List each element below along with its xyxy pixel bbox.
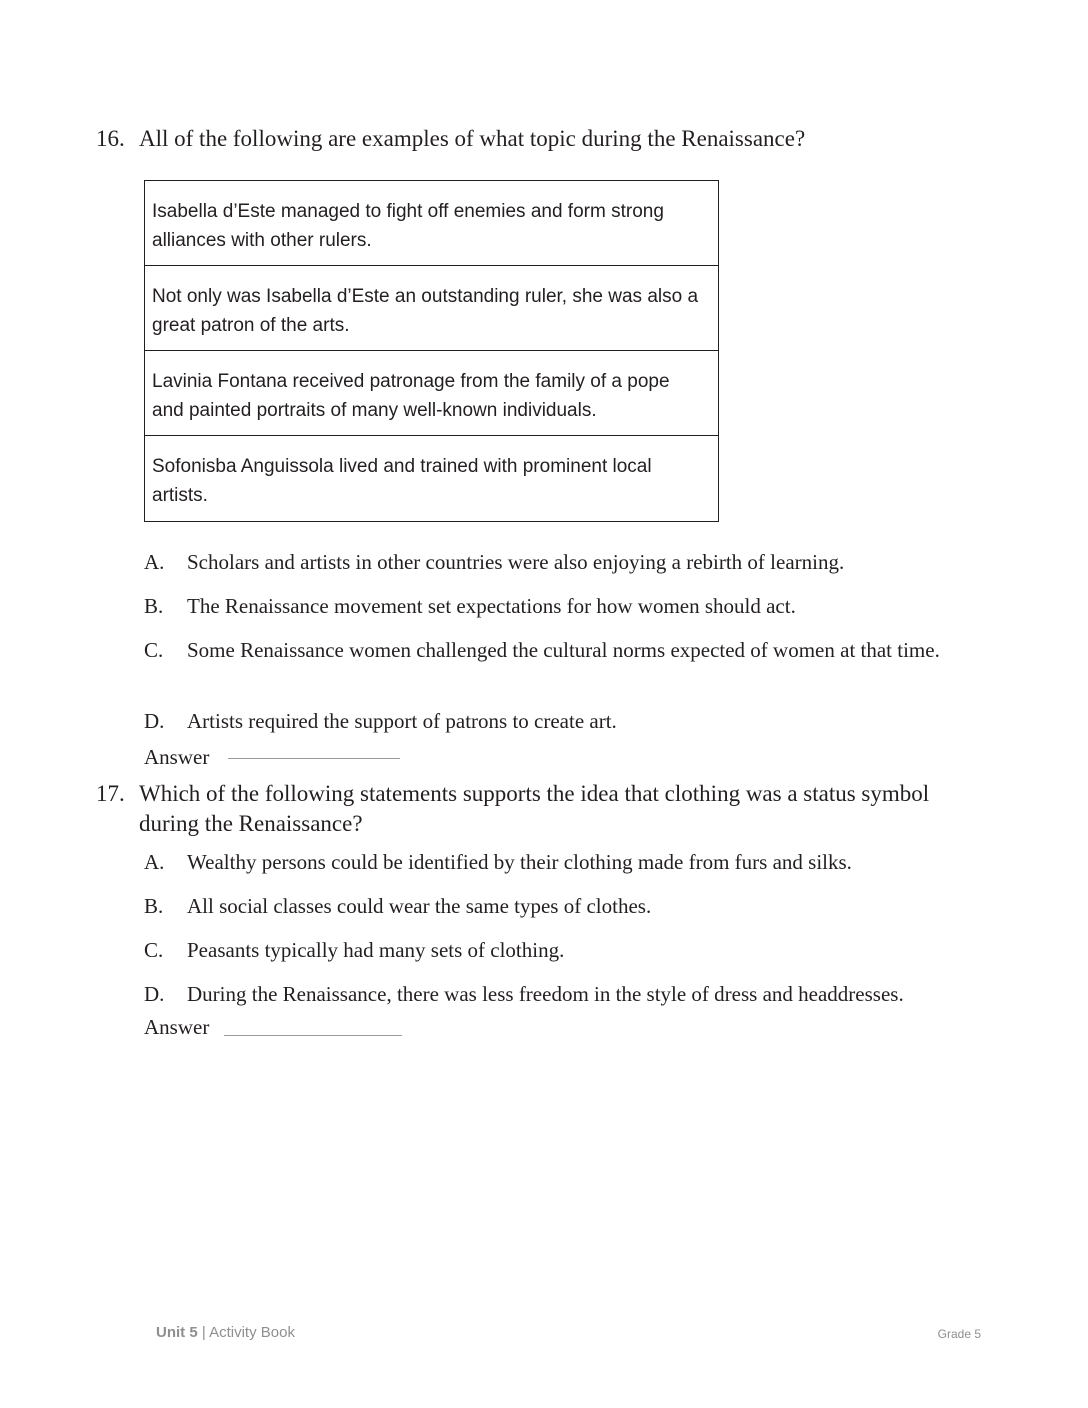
examples-box — [144, 180, 719, 522]
option-letter: D. — [144, 709, 165, 733]
option-text: Peasants typically had many sets of clothing. — [187, 938, 565, 962]
q17-answer-line[interactable] — [224, 1035, 402, 1036]
q17-answer-label: Answer — [144, 1015, 210, 1039]
option-letter: B. — [144, 594, 164, 618]
question-number: 16. — [96, 126, 125, 151]
option-text: The Renaissance movement set expectations for how women should act. — [187, 594, 796, 618]
footer-separator: | — [201, 1324, 206, 1341]
option-letter: A. — [144, 550, 165, 574]
box-item: Not only was Isabella d’Este an outstanding ruler, she was also a great patron of the arts. — [145, 266, 718, 351]
option-text: Artists required the support of patrons to create art. — [187, 709, 617, 733]
q16-answer-label: Answer — [144, 745, 210, 769]
question-text: Which of the following statements supports the idea that clothing was a status symbol during the Renaissance? — [139, 781, 930, 836]
option-letter: C. — [144, 638, 164, 662]
box-item: Isabella d’Este managed to fight off enemies and form strong alliances with other rulers. — [145, 181, 718, 266]
question-number: 17. — [96, 781, 125, 806]
option-letter: C. — [144, 938, 164, 962]
option-letter: A. — [144, 850, 165, 874]
q16-answer-line[interactable] — [228, 758, 400, 759]
option-text: Some Renaissance women challenged the cultural norms expected of women at that time. — [187, 638, 940, 662]
box-item: Sofonisba Anguissola lived and trained with prominent local artists. — [152, 456, 652, 506]
footer-grade: Grade 5 — [937, 1327, 981, 1341]
footer-book: Activity Book — [209, 1324, 295, 1341]
question-text: All of the following are examples of what topic during the Renaissance? — [139, 126, 806, 151]
option-letter: D. — [144, 982, 165, 1006]
box-item: Lavinia Fontana received patronage from the family of a pope and painted portraits of many well-known individuals. — [145, 351, 718, 436]
option-text: Scholars and artists in other countries were also enjoying a rebirth of learning. — [187, 550, 845, 574]
option-text: All social classes could wear the same types of clothes. — [187, 894, 652, 918]
option-text: Wealthy persons could be identified by their clothing made from furs and silks. — [187, 850, 852, 874]
option-text: During the Renaissance, there was less freedom in the style of dress and headdresses. — [187, 982, 904, 1006]
footer-unit: Unit 5 — [156, 1324, 198, 1341]
footer-book-info — [156, 1324, 295, 1341]
option-letter: B. — [144, 894, 164, 918]
